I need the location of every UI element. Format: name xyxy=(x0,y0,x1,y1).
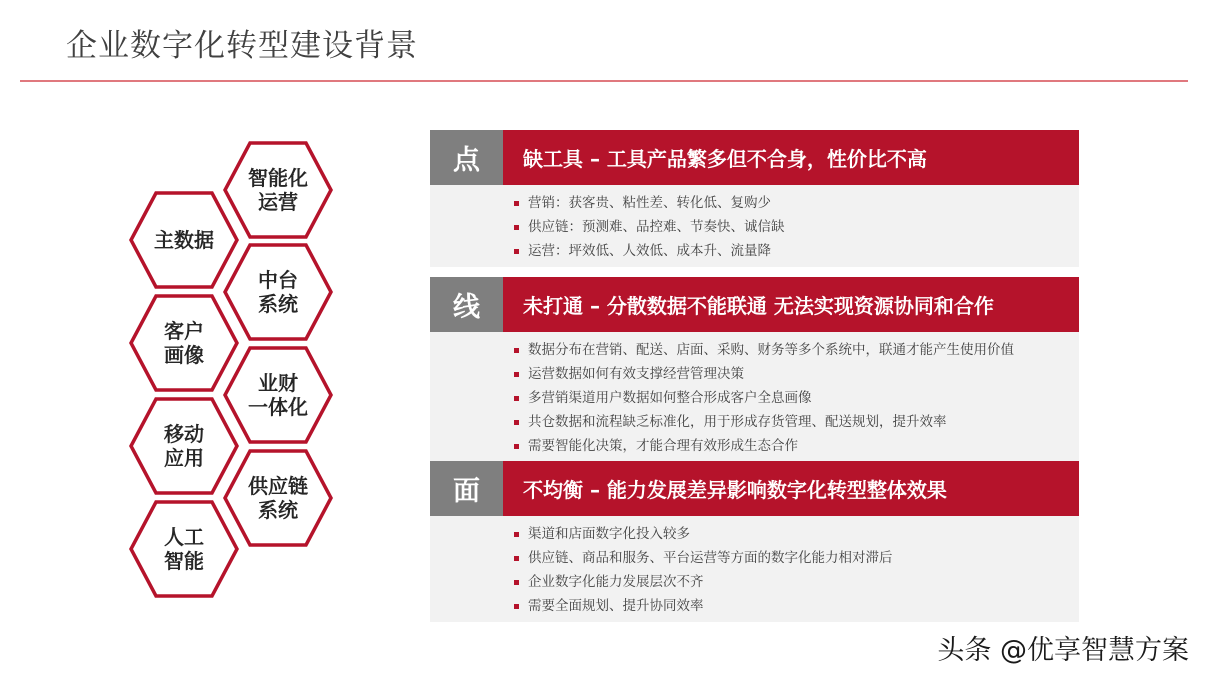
hexagon-label-line: 中台 xyxy=(258,268,298,292)
hexagon-label-line: 系统 xyxy=(258,498,298,522)
section-point xyxy=(430,130,1079,267)
section-header xyxy=(430,130,1079,185)
bullet-text: 运营：坪效低、人效低、成本升、流量降 xyxy=(528,243,771,259)
bullet-marker-icon xyxy=(514,396,519,401)
bullet-marker-icon xyxy=(514,348,519,353)
bullet-item xyxy=(430,362,1079,386)
bullet-text: 渠道和店面数字化投入较多 xyxy=(528,526,690,542)
bullet-text: 数据分布在营销、配送、店面、采购、财务等多个系统中，联通才能产生使用价值 xyxy=(528,342,1014,358)
section-heading: 未打通 – 分散数据不能联通 无法实现资源协同和合作 xyxy=(503,277,1079,332)
bullet-text: 企业数字化能力发展层次不齐 xyxy=(528,574,704,590)
section-heading: 缺工具 – 工具产品繁多但不合身，性价比不高 xyxy=(503,130,1079,185)
section-heading: 不均衡 – 能力发展差异影响数字化转型整体效果 xyxy=(503,461,1079,516)
hexagon-label-line: 主数据 xyxy=(154,228,214,252)
bullet-item xyxy=(430,386,1079,410)
bullet-text: 需要全面规划、提升协同效率 xyxy=(528,598,704,614)
hexagon-label-line: 智能 xyxy=(164,549,204,573)
hexagon-label-line: 业财 xyxy=(258,371,298,395)
hexagon-label-line: 供应链 xyxy=(248,474,308,498)
bullet-text: 供应链：预测难、品控难、节奏快、诚信缺 xyxy=(528,219,785,235)
section-header xyxy=(430,461,1079,516)
bullet-text: 运营数据如何有效支撑经营管理决策 xyxy=(528,366,744,382)
bullet-item xyxy=(430,239,1079,263)
bullet-item xyxy=(430,522,1079,546)
bullet-item xyxy=(430,338,1079,362)
bullet-item xyxy=(430,410,1079,434)
bullet-marker-icon xyxy=(514,372,519,377)
watermark-text: 头条 @优享智慧方案 xyxy=(937,635,1189,666)
hexagon-label-line: 应用 xyxy=(164,446,204,470)
bullet-marker-icon xyxy=(514,604,519,609)
bullet-marker-icon xyxy=(514,249,519,254)
bullet-marker-icon xyxy=(514,225,519,230)
title-divider xyxy=(20,80,1188,82)
section-body xyxy=(430,516,1079,622)
section-surface xyxy=(430,461,1079,622)
hexagon-label xyxy=(128,499,240,599)
bullet-item xyxy=(430,546,1079,570)
hexagon-label-line: 人工 xyxy=(164,525,204,549)
hexagon-label-line: 画像 xyxy=(164,343,204,367)
section-header xyxy=(430,277,1079,332)
bullet-item xyxy=(430,434,1079,458)
hexagon-label-line: 移动 xyxy=(164,422,204,446)
hexagon-label-line: 客户 xyxy=(164,319,204,343)
bullet-item xyxy=(430,215,1079,239)
bullet-text: 多营销渠道用户数据如何整合形成客户全息画像 xyxy=(528,390,812,406)
bullet-item xyxy=(430,191,1079,215)
section-body xyxy=(430,185,1079,267)
section-tag: 点 xyxy=(430,130,503,185)
bullet-text: 营销：获客贵、粘性差、转化低、复购少 xyxy=(528,195,771,211)
bullet-marker-icon xyxy=(514,580,519,585)
hexagon-label-line: 智能化 xyxy=(248,166,308,190)
hexagon-label-line: 运营 xyxy=(258,190,298,214)
bullet-marker-icon xyxy=(514,532,519,537)
bullet-text: 供应链、商品和服务、平台运营等方面的数字化能力相对滞后 xyxy=(528,550,893,566)
bullet-marker-icon xyxy=(514,556,519,561)
bullet-marker-icon xyxy=(514,444,519,449)
section-line xyxy=(430,277,1079,462)
bullet-item xyxy=(430,570,1079,594)
section-tag: 线 xyxy=(430,277,503,332)
section-body xyxy=(430,332,1079,462)
bullet-marker-icon xyxy=(514,201,519,206)
bullet-marker-icon xyxy=(514,420,519,425)
bullet-text: 需要智能化决策，才能合理有效形成生态合作 xyxy=(528,438,798,454)
section-tag: 面 xyxy=(430,461,503,516)
page-title: 企业数字化转型建设背景 xyxy=(66,28,418,64)
bullet-text: 共仓数据和流程缺乏标准化，用于形成存货管理、配送规划，提升效率 xyxy=(528,414,947,430)
bullet-item xyxy=(430,594,1079,618)
hexagon-label-line: 系统 xyxy=(258,292,298,316)
hexagon-label-line: 一体化 xyxy=(248,395,308,419)
hexagon-item xyxy=(128,499,240,599)
